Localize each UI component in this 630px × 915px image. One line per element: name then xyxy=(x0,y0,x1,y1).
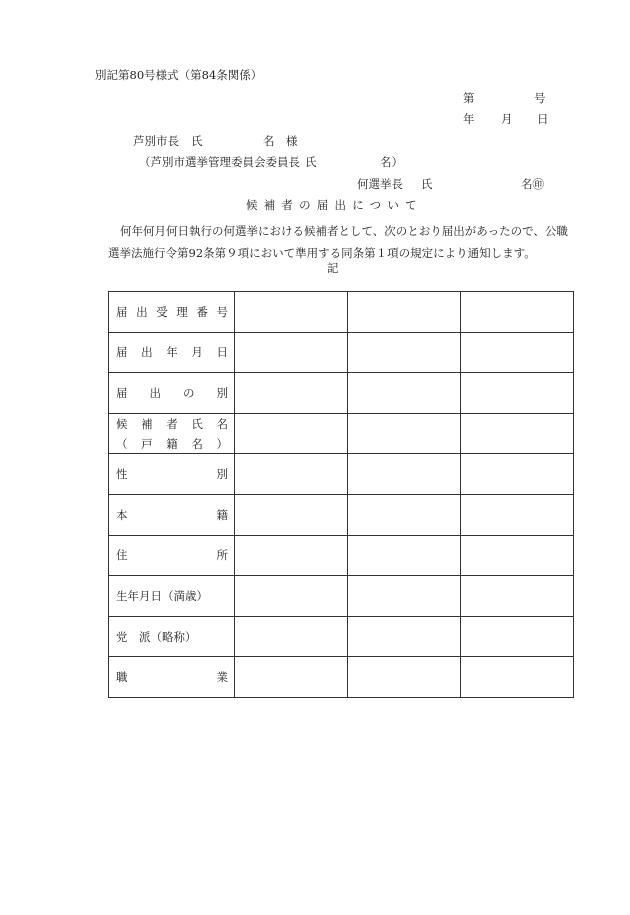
sender-shi: 氏 xyxy=(421,177,433,191)
table-row xyxy=(109,292,574,333)
table-cell xyxy=(235,373,348,414)
table-cell xyxy=(348,657,461,698)
table-cell xyxy=(235,576,348,617)
table-cell xyxy=(348,616,461,657)
table-cell xyxy=(348,494,461,535)
table-cell xyxy=(348,454,461,495)
addressee2-shi: 氏 xyxy=(305,155,317,169)
table-row xyxy=(109,332,574,373)
table-cell xyxy=(461,292,574,333)
table-row xyxy=(109,494,574,535)
addressee2-mei: 名） xyxy=(380,155,403,169)
label-char: 籍 xyxy=(216,507,228,522)
row-label-text xyxy=(116,385,228,401)
row-label-text xyxy=(116,344,228,360)
table-cell xyxy=(461,616,574,657)
label-char: 受 xyxy=(156,304,168,319)
label-char: 氏 xyxy=(191,416,203,431)
row-label-text xyxy=(116,304,228,320)
date-day: 日 xyxy=(537,112,549,126)
document-title: 候補者の届出について xyxy=(246,198,423,212)
row-label xyxy=(109,332,235,373)
label-char: 別 xyxy=(216,467,228,482)
sender-line xyxy=(357,179,544,191)
label-char: 名 xyxy=(216,416,228,431)
ki-heading: 記 xyxy=(327,261,339,275)
label-char: 別 xyxy=(216,385,228,400)
label-char: 出 xyxy=(136,304,148,319)
table-cell xyxy=(461,535,574,576)
body-paragraph: 何年何月何日執行の何選挙における候補者として、次のとおり届出があったので、公職選挙法施行令第92条第９項において準用する同条第１項の規定により通知します。 xyxy=(108,224,568,260)
table-row xyxy=(109,616,574,657)
label-char: 年 xyxy=(166,345,178,360)
row-label xyxy=(109,657,235,698)
row-label xyxy=(109,454,235,495)
row-label xyxy=(109,373,235,414)
label-char: 所 xyxy=(216,548,228,563)
number-dai: 第 xyxy=(463,91,475,105)
table-cell xyxy=(235,657,348,698)
table-cell xyxy=(461,576,574,617)
addressee-mei-sama: 名 様 xyxy=(263,134,298,148)
row-label-text xyxy=(116,547,228,563)
label-char: 届 xyxy=(116,385,128,400)
form-label: 別記第80号様式（第84条関係） xyxy=(95,68,263,82)
label-char: 候 xyxy=(116,416,128,431)
row-label-two-line xyxy=(116,416,228,452)
table-cell xyxy=(461,373,574,414)
label-char: の xyxy=(183,385,195,400)
label-char: （ xyxy=(116,436,128,451)
label-char: 理 xyxy=(176,304,188,319)
label-char: 補 xyxy=(141,416,153,431)
addressee2-org: （芦別市選挙管理委員会委員長 xyxy=(139,155,300,169)
addressee-line xyxy=(133,136,298,148)
table-cell xyxy=(461,413,574,454)
label-char: 者 xyxy=(166,416,178,431)
label-char: ） xyxy=(216,436,228,451)
table-cell xyxy=(235,494,348,535)
table-cell xyxy=(348,535,461,576)
row-label xyxy=(109,616,235,657)
number-go: 号 xyxy=(534,91,546,105)
row-label-line2 xyxy=(116,436,228,452)
label-char: 住 xyxy=(116,548,128,563)
table-cell xyxy=(461,454,574,495)
row-label-text: 生年月日（満歳） xyxy=(116,588,208,603)
table-cell xyxy=(348,292,461,333)
sender-title: 何選挙長 xyxy=(357,177,403,191)
table-cell xyxy=(461,494,574,535)
row-label xyxy=(109,292,235,333)
label-char: 日 xyxy=(216,345,228,360)
label-char: 性 xyxy=(116,467,128,482)
table-cell xyxy=(461,332,574,373)
table-cell xyxy=(235,616,348,657)
table-cell xyxy=(235,454,348,495)
table-row xyxy=(109,373,574,414)
table-row xyxy=(109,657,574,698)
row-label-line1 xyxy=(116,416,228,432)
table-cell xyxy=(235,413,348,454)
label-char: 籍 xyxy=(166,436,178,451)
label-char: 戸 xyxy=(141,436,153,451)
label-char: 職 xyxy=(116,670,128,685)
table-row xyxy=(109,413,574,454)
table-row xyxy=(109,454,574,495)
row-label-text: 党 派（略称） xyxy=(116,629,197,644)
date-month: 月 xyxy=(501,112,513,126)
label-char: 届 xyxy=(116,345,128,360)
row-label xyxy=(109,535,235,576)
label-char: 番 xyxy=(196,304,208,319)
row-label-text xyxy=(116,669,228,685)
row-label xyxy=(109,576,235,617)
addressee-line-2 xyxy=(139,157,403,169)
label-char: 届 xyxy=(116,304,128,319)
table-cell xyxy=(235,292,348,333)
addressee-shi: 氏 xyxy=(191,134,203,148)
table-cell xyxy=(348,373,461,414)
addressee-title: 芦別市長 xyxy=(133,134,179,148)
label-char: 業 xyxy=(216,670,228,685)
table-cell xyxy=(348,576,461,617)
table-cell xyxy=(461,657,574,698)
table-cell xyxy=(235,535,348,576)
date-year: 年 xyxy=(463,112,475,126)
table-row xyxy=(109,576,574,617)
row-label-text xyxy=(116,507,228,523)
label-char: 出 xyxy=(141,345,153,360)
row-label xyxy=(109,494,235,535)
label-char: 号 xyxy=(216,304,228,319)
label-char: 本 xyxy=(116,507,128,522)
row-label xyxy=(109,413,235,454)
sender-mei-seal: 名㊞ xyxy=(521,177,544,191)
table-cell xyxy=(235,332,348,373)
notification-table xyxy=(108,291,574,698)
table-cell xyxy=(348,332,461,373)
label-char: 月 xyxy=(191,345,203,360)
label-char: 名 xyxy=(191,436,203,451)
table-row xyxy=(109,535,574,576)
table-cell xyxy=(348,413,461,454)
row-label-text xyxy=(116,466,228,482)
label-char: 出 xyxy=(149,385,161,400)
